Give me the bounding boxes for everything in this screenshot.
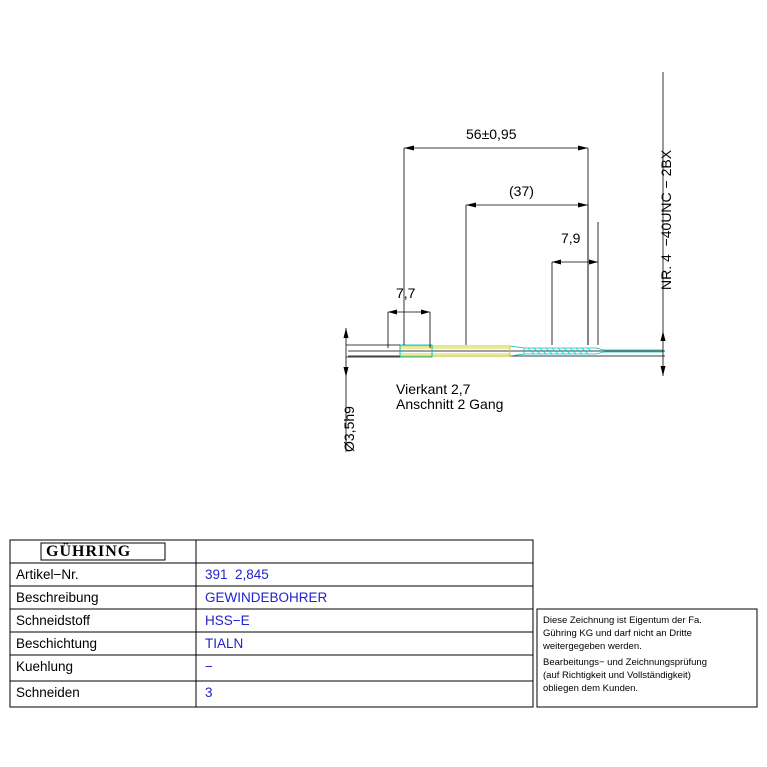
title-block-label-beschreibung: Beschreibung [16, 590, 99, 605]
annotation-vierkant: Vierkant 2,7 [396, 381, 471, 397]
title-block-label-beschichtung: Beschichtung [16, 636, 98, 651]
title-block-value-schneiden: 3 [205, 685, 213, 700]
title-block-value-artikel-nr: 391 2,845 [205, 567, 269, 582]
dimension-label-7-9: 7,9 [561, 230, 581, 246]
annotation-anschnitt: Anschnitt 2 Gang [396, 396, 504, 412]
dimension-7-7 [388, 310, 430, 349]
title-block-label-schneiden: Schneiden [16, 685, 80, 700]
dimension-label-shank-diameter: Ø3,5h9 [341, 406, 357, 452]
thread-spec-label: NR. 4 −40UNC − 2BX [658, 149, 674, 290]
title-block-value-beschreibung: GEWINDEBOHRER [205, 590, 328, 605]
title-block-value-beschichtung: TIALN [205, 636, 244, 651]
legal-note-line-2: Gühring KG und darf nicht an Dritte [543, 628, 692, 639]
part-geometry [348, 345, 665, 357]
guehring-logo: GÜHRING [46, 543, 132, 560]
title-block-label-schneidstoff: Schneidstoff [16, 613, 91, 628]
legal-note-line-1: Diese Zeichnung ist Eigentum der Fa. [543, 615, 702, 626]
title-block-label-kuehlung: Kuehlung [16, 659, 74, 674]
legal-note-line-3: weitergegeben werden. [543, 641, 642, 652]
dimension-label-overall-length: 56±0,95 [466, 126, 517, 142]
title-block-label-artikel-nr: Artikel−Nr. [16, 567, 79, 582]
dimension-thread-length [466, 203, 588, 346]
title-block-value-schneidstoff: HSS−E [205, 613, 250, 628]
dimension-label-thread-length: (37) [509, 183, 534, 199]
legal-note-line-6: obliegen dem Kunden. [543, 683, 639, 694]
legal-note-line-4: Bearbeitungs− und Zeichnungsprüfung [543, 657, 707, 668]
title-block-value-kuehlung: − [205, 659, 213, 674]
dimension-label-7-7: 7,7 [396, 285, 416, 301]
legal-note-line-5: (auf Richtigkeit und Vollständigkeit) [543, 670, 691, 681]
